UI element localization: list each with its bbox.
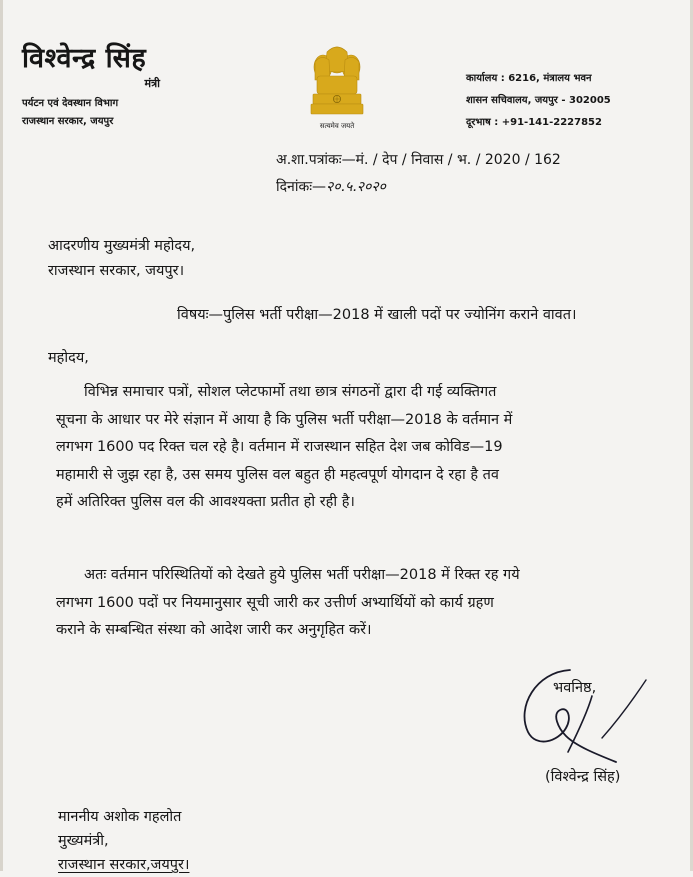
paragraph-1: [56, 379, 639, 517]
scan-edge-left: [0, 0, 3, 871]
secretariat-address: शासन सचिवालय, जयपुर - 302005: [466, 95, 611, 106]
reference-number: अ.शा.पत्रांकः—मं. / देप / निवास / भ. / 2020 / 162: [276, 152, 561, 168]
paragraph-1-line: हमें अतिरिक्त पुलिस वल की आवश्यक्ता प्रतीत हो रही है।: [56, 494, 355, 510]
paragraph-2-line: कराने के सम्बन्धित संस्था को आदेश जारी कर अनुगृहित करें।: [56, 622, 372, 638]
paragraph-1-line: सूचना के आधार पर मेरे संज्ञान में आया है कि पुलिस भर्ती परीक्षा—2018 के वर्तमान में: [56, 411, 513, 428]
handwritten-signature: [506, 662, 656, 772]
paragraph-2-line: लगभग 1600 पदों पर नियमानुसार सूची जारी कर उत्तीर्ण अभ्यार्थियों को कार्य ग्रहण: [56, 594, 494, 611]
reference-date: [276, 177, 561, 196]
salutation: महोदय,: [48, 350, 89, 366]
recipient-line-2: मुख्यमंत्री,: [58, 833, 109, 849]
letterhead-contact: [466, 70, 681, 136]
sender-department: पर्यटन एवं देवस्थान विभाग: [22, 98, 119, 109]
state-emblem-icon: [303, 40, 371, 136]
paragraph-2: [56, 562, 639, 645]
sender-name: विश्वेन्द्र सिंह: [22, 43, 147, 74]
addressee-block: [48, 234, 195, 284]
recipient-line-3: राजस्थान सरकार,जयपुर।: [58, 857, 190, 873]
office-address: कार्यालय : 6216, मंत्रालय भवन: [466, 73, 592, 84]
paragraph-1-line: लगभग 1600 पद रिक्त चल रहे है। वर्तमान में राजस्थान सहित देश जब कोविड—19: [56, 439, 503, 455]
addressee-line-2: राजस्थान सरकार, जयपुर।: [48, 263, 185, 279]
emblem-caption: सत्यमेव जयते: [319, 122, 355, 130]
paragraph-1-line: विभिन्न समाचार पत्रों, सोशल प्लेटफार्मो तथा छात्र संगठनों द्वारा दी गई व्यक्तिगत: [84, 384, 497, 400]
date-label: दिनांकः—: [276, 179, 327, 195]
recipient-block: [58, 805, 189, 877]
recipient-line-1: माननीय अशोक गहलोत: [58, 809, 182, 825]
phone-number: दूरभाष : +91-141-2227852: [466, 117, 602, 128]
addressee-line-1: आदरणीय मुख्यमंत्री महोदय,: [48, 238, 196, 254]
subject-line: विषयः—पुलिस भर्ती परीक्षा—2018 में खाली पदों पर ज्योनिंग कराने वावत।: [177, 307, 577, 323]
reference-block: [276, 150, 561, 196]
signer-name: (विश्वेन्द्र सिंह): [545, 769, 621, 785]
sender-designation: मंत्री: [144, 77, 160, 90]
date-value: २०.५.२०२०: [326, 179, 386, 195]
closing: भवनिष्ठ,: [553, 680, 597, 696]
paragraph-2-line: अतः वर्तमान परिस्थितियों को देखते हुये पुलिस भर्ती परीक्षा—2018 में रिक्त रह गये: [84, 567, 520, 583]
letterhead-sender: [22, 44, 222, 127]
sender-government: राजस्थान सरकार, जयपुर: [22, 116, 114, 127]
paragraph-1-line: महामारी से जुझ रहा है, उस समय पुलिस वल बहुत ही महत्वपूर्ण योगदान दे रहा है तव: [56, 466, 499, 483]
